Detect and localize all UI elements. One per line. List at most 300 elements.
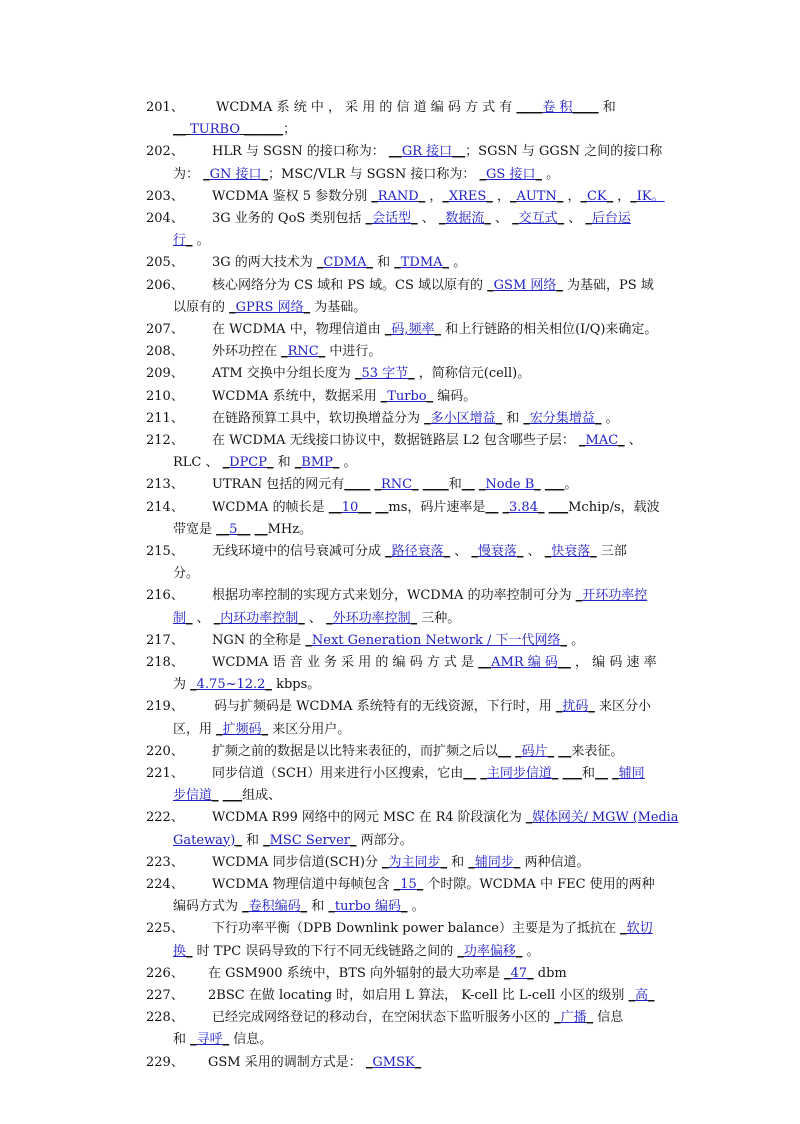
blank-underscore: _ xyxy=(484,211,491,226)
blank-underscore: _ xyxy=(263,832,270,848)
question-item xyxy=(0,363,800,385)
blank-underscore: _ xyxy=(385,544,392,559)
answer-text: turbo 编码 xyxy=(334,899,402,915)
blank-underscore: _ xyxy=(547,743,555,759)
blank-underscore: _ xyxy=(235,832,242,848)
question-item xyxy=(0,652,800,696)
blank-underscore: _ xyxy=(374,477,381,493)
blank-underscore: _ xyxy=(216,721,223,737)
question-line xyxy=(212,186,665,208)
question-line xyxy=(212,208,631,230)
answer-text: Turbo xyxy=(387,388,427,404)
question-line xyxy=(212,252,466,274)
answer-text: 卷 积 xyxy=(542,100,573,115)
blank-underscore: _ xyxy=(478,477,486,493)
question-text: 扩频之前的数据是以比特来表征的，而扩频之后以 xyxy=(212,743,499,759)
question-text: 3G 业务的 QoS 类别包括 xyxy=(212,211,366,226)
answer-text: 行 xyxy=(173,233,187,249)
question-number: 209、 xyxy=(146,366,184,382)
question-item xyxy=(0,497,800,541)
answer-text: 高 xyxy=(635,988,649,1003)
question-text: 。 xyxy=(407,899,425,915)
question-text: ；MSC/VLR 与 SGSN 接口称为： xyxy=(268,166,480,182)
blank-underscore: _ xyxy=(523,410,530,426)
answer-text: CK xyxy=(586,188,607,204)
question-item xyxy=(0,319,800,341)
blank-underscore: _ xyxy=(580,188,587,204)
question-text: RLC 、 xyxy=(173,455,223,471)
blank-underscore: _ xyxy=(229,299,236,315)
question-line xyxy=(212,874,655,896)
question-line xyxy=(212,474,577,496)
blank-underscore: _ xyxy=(261,166,269,182)
blank-underscore: _ xyxy=(393,877,401,892)
answer-text: RNC xyxy=(287,344,319,360)
answer-text: MSC Server xyxy=(269,832,350,848)
question-number: 214、 xyxy=(146,499,184,515)
question-item xyxy=(0,696,800,740)
question-text: 区，用 xyxy=(173,721,217,737)
answer-text: 53 字节 xyxy=(361,366,409,382)
blank-underscore: _ xyxy=(515,743,522,759)
question-text: 和 xyxy=(373,255,395,271)
blank-underscore: _ xyxy=(648,988,655,1003)
blank-underscore: _ xyxy=(366,255,373,271)
question-number: 212、 xyxy=(146,433,184,448)
question-text: dbm xyxy=(533,965,567,981)
question-line xyxy=(212,341,381,363)
question-line xyxy=(212,630,584,652)
blank-underscore: _ xyxy=(479,166,487,182)
question-line xyxy=(173,452,357,474)
blank-underscore: _ xyxy=(515,943,523,959)
question-text: 以原有的 xyxy=(173,299,230,315)
blank-underscore: _ xyxy=(509,188,517,204)
blank-underscore: __ xyxy=(461,477,475,493)
question-text: WCDMA 的帧长是 xyxy=(212,499,329,515)
question-number: 201、 xyxy=(146,100,184,115)
blank-underscore: __ xyxy=(558,743,572,759)
blank-underscore: _ xyxy=(303,299,311,315)
blank-underscore: ____ xyxy=(422,477,449,493)
blank-underscore: _ xyxy=(618,433,625,448)
question-text: 信息 xyxy=(593,1010,624,1026)
blank-underscore: _ xyxy=(316,255,324,271)
blank-underscore: _ xyxy=(328,899,335,915)
blank-underscore: _ xyxy=(267,455,274,471)
blank-underscore: ___ xyxy=(548,499,569,515)
question-text: 。 xyxy=(339,455,357,471)
blank-underscore: _ xyxy=(186,943,193,959)
question-text: WCDMA 物理信道中每帧包含 xyxy=(212,877,394,892)
question-text: ， 编 码 速 率 xyxy=(570,655,657,670)
question-number: 202、 xyxy=(146,144,184,160)
question-number: 217、 xyxy=(146,632,184,648)
question-number: 218、 xyxy=(146,655,184,670)
answer-text: 5 xyxy=(229,521,238,537)
question-text: 三种。 xyxy=(417,610,461,626)
question-text: ms，码片速率是 xyxy=(388,499,486,515)
question-number: 227、 xyxy=(146,988,184,1003)
blank-underscore: _ xyxy=(442,188,449,204)
answer-text: GN 接口 xyxy=(209,166,262,182)
answer-text: 多小区增益 xyxy=(430,410,496,426)
blank-underscore: _ xyxy=(412,477,419,493)
question-line xyxy=(212,585,647,607)
blank-underscore: __ xyxy=(388,144,402,160)
blank-underscore: _ xyxy=(443,544,451,559)
question-text: 和 xyxy=(598,100,616,115)
question-text: 在 GSM900 系统中，BTS 向外辐射的最大功率是 xyxy=(208,965,505,981)
answer-text: GS 接口 xyxy=(486,166,536,182)
question-text: 三部 xyxy=(596,544,627,559)
blank-underscore: ____ xyxy=(516,100,543,115)
question-number: 210、 xyxy=(146,388,184,404)
blank-underscore: _ xyxy=(213,610,221,626)
question-item xyxy=(0,341,800,363)
blank-underscore: _ xyxy=(300,899,308,915)
answer-text: 码片 xyxy=(521,743,548,759)
blank-underscore: __ xyxy=(328,499,342,515)
blank-underscore: _ xyxy=(438,211,446,226)
question-item xyxy=(0,807,800,851)
blank-underscore: _ xyxy=(537,499,545,515)
question-text: 在 WCDMA 无线接口协议中，数据链路层 L2 包含哪些子层： xyxy=(212,433,579,448)
answer-text: BMP xyxy=(301,455,333,471)
question-line xyxy=(173,1029,272,1051)
answer-text: IK。 xyxy=(636,188,665,204)
blank-underscore: _ xyxy=(426,388,434,404)
answer-text: 快衰落 xyxy=(551,544,591,559)
blank-underscore: _ xyxy=(212,788,219,804)
question-text: 、 xyxy=(417,211,439,226)
blank-underscore: _ xyxy=(365,1054,373,1070)
question-text: 3G 的两大技术为 xyxy=(212,255,317,271)
blank-underscore: _ xyxy=(512,211,519,226)
question-text: 为基础，PS 域 xyxy=(562,277,654,293)
question-text: 来区分用户。 xyxy=(268,721,351,737)
blank-underscore: _ xyxy=(606,188,614,204)
question-text: 、 xyxy=(450,544,472,559)
blank-underscore: __ xyxy=(485,499,499,515)
blank-underscore: _ xyxy=(612,766,619,781)
question-line xyxy=(173,519,312,541)
blank-underscore: _ xyxy=(544,544,552,559)
question-number: 208、 xyxy=(146,344,184,360)
question-text: 来区分小 xyxy=(594,699,651,715)
question-line xyxy=(173,785,281,807)
question-text: WCDMA 系 统 中 ， 采 用 的 信 道 编 码 方 式 有 xyxy=(216,100,517,115)
question-text: ； xyxy=(283,122,297,138)
question-text: 在 WCDMA 中，物理信道由 xyxy=(212,322,385,337)
blank-underscore: _ xyxy=(554,1010,561,1026)
question-item xyxy=(0,186,800,208)
blank-underscore: _ xyxy=(408,366,415,382)
blank-underscore: __ xyxy=(237,521,251,537)
blank-underscore: _ xyxy=(416,877,424,892)
answer-text: 广播 xyxy=(560,1010,587,1026)
blank-underscore: _ xyxy=(305,632,312,648)
blank-underscore: _ xyxy=(371,188,378,204)
blank-underscore: _ xyxy=(186,233,193,249)
question-item xyxy=(0,585,800,629)
blank-underscore: _ xyxy=(468,854,475,870)
blank-underscore: _ xyxy=(442,255,450,271)
blank-underscore: _ xyxy=(281,344,288,360)
question-line xyxy=(212,918,653,940)
answer-text: 辅同 xyxy=(618,766,645,781)
answer-text: 软切 xyxy=(626,921,653,937)
question-line xyxy=(208,985,655,1007)
blank-underscore: _ xyxy=(394,255,401,271)
question-text: 无线环境中的信号衰减可分成 xyxy=(212,544,386,559)
answer-text: XRES xyxy=(448,188,487,204)
question-text: 、 xyxy=(304,610,327,626)
blank-underscore: _ xyxy=(620,921,627,937)
question-text: 为： xyxy=(173,166,204,182)
answer-text: 媒体网关/ MGW (Media xyxy=(532,810,679,826)
blank-underscore: _ xyxy=(354,366,362,382)
question-text: 编码方式为 xyxy=(173,899,243,915)
answer-text: 卷积编码 xyxy=(248,899,301,915)
blank-underscore: __ xyxy=(375,499,389,515)
answer-text: 4.75~12.2 xyxy=(196,677,266,693)
question-number: 204、 xyxy=(146,211,184,226)
question-item xyxy=(0,985,800,1007)
question-number: 216、 xyxy=(146,588,184,604)
question-text: 分。 xyxy=(173,566,200,582)
question-line xyxy=(212,386,476,408)
question-text: 和 xyxy=(241,832,264,848)
question-number: 224、 xyxy=(146,877,184,892)
question-item xyxy=(0,741,800,763)
question-number: 228、 xyxy=(146,1010,184,1026)
question-text: GSM 采用的调制方式是： xyxy=(208,1054,366,1070)
question-text: ；SGSN 与 GGSN 之间的接口称 xyxy=(465,144,663,160)
question-line xyxy=(173,164,559,186)
answer-text: AMR 编 码 xyxy=(491,655,558,670)
question-text: ， xyxy=(613,188,631,204)
blank-underscore: _ xyxy=(190,1032,197,1048)
blank-underscore: _ xyxy=(551,766,559,781)
blank-underscore: _ xyxy=(516,544,524,559)
answer-text: RAND xyxy=(377,188,419,204)
answer-text: TURBO xyxy=(190,122,241,138)
question-line xyxy=(212,541,627,563)
blank-underscore: _ xyxy=(318,344,326,360)
blank-underscore: _ xyxy=(222,455,230,471)
question-text: 、 xyxy=(564,211,586,226)
blank-underscore: _ xyxy=(203,166,210,182)
answer-text: 寻呼 xyxy=(196,1032,223,1048)
question-item xyxy=(0,386,800,408)
question-line xyxy=(208,963,567,985)
question-item xyxy=(0,1052,800,1074)
question-line xyxy=(173,297,366,319)
question-text: 下行功率平衡（DPB Downlink power balance）主要是为了抵抗在 xyxy=(212,921,621,937)
blank-underscore: _ xyxy=(575,588,583,604)
question-item xyxy=(0,874,800,918)
answer-text: 内环功率控制 xyxy=(220,610,299,626)
blank-underscore: __ xyxy=(254,521,268,537)
question-item xyxy=(0,275,800,319)
blank-underscore: _ xyxy=(471,544,478,559)
answer-text: Gateway) xyxy=(173,832,236,848)
question-text: 两种信道。 xyxy=(520,854,590,870)
blank-underscore: ___ xyxy=(222,788,243,804)
blank-underscore: _ xyxy=(585,211,592,226)
question-number: 211、 xyxy=(146,410,184,426)
blank-underscore: __ xyxy=(498,743,512,759)
question-text: 和上行链路的相关相位(I/Q)来确定。 xyxy=(440,322,658,337)
question-text: 编码。 xyxy=(433,388,477,404)
blank-underscore: __ xyxy=(216,521,230,537)
question-line xyxy=(212,275,654,297)
question-text: 个时隙。WCDMA 中 FEC 使用的两种 xyxy=(423,877,655,892)
answer-text: 3.84 xyxy=(509,499,538,515)
answer-text: 扩频码 xyxy=(222,721,262,737)
question-number: 219、 xyxy=(146,699,184,715)
question-text: 。 xyxy=(566,632,585,648)
blank-underscore: _ xyxy=(504,965,511,981)
blank-underscore: _ xyxy=(557,211,565,226)
question-text: 、 xyxy=(192,610,214,626)
question-text: 和 xyxy=(448,477,462,493)
question-line xyxy=(212,1007,623,1029)
question-text: 同步信道（SCH）用来进行小区搜索，它由 xyxy=(212,766,464,781)
answer-text: Next Generation Network / 下一代网络 xyxy=(311,632,561,648)
question-text: 。 xyxy=(541,166,560,182)
question-line xyxy=(212,408,619,430)
blank-underscore: _ xyxy=(495,410,503,426)
blank-underscore: __ xyxy=(557,655,571,670)
question-text: 。 xyxy=(449,255,467,271)
answer-text: 码,频率 xyxy=(391,322,435,337)
blank-underscore: _ xyxy=(480,766,487,781)
blank-underscore: _ xyxy=(588,699,595,715)
answer-text: GSM 网络 xyxy=(493,277,557,293)
blank-underscore: ___ xyxy=(544,477,565,493)
blank-underscore: _ xyxy=(332,455,340,471)
blank-underscore: _ xyxy=(326,610,333,626)
question-line xyxy=(173,608,460,630)
question-item xyxy=(0,852,800,874)
blank-underscore: __ xyxy=(452,144,466,160)
question-item xyxy=(0,630,800,652)
blank-underscore: _ xyxy=(294,455,302,471)
question-item xyxy=(0,474,800,496)
answer-text: 步信道 xyxy=(173,788,213,804)
question-text: HLR 与 SGSN 的接口称为： xyxy=(212,144,389,160)
question-line xyxy=(212,497,660,519)
answer-text: AUTN xyxy=(516,188,557,204)
question-item xyxy=(0,252,800,274)
blank-underscore: _ xyxy=(186,610,193,626)
question-line xyxy=(212,852,589,874)
answer-text: TDMA xyxy=(400,255,443,271)
question-number: 223、 xyxy=(146,854,184,870)
question-item xyxy=(0,763,800,807)
blank-underscore: _ xyxy=(457,943,464,959)
question-line xyxy=(212,430,642,452)
blank-underscore: __ xyxy=(173,122,191,138)
question-text: ， xyxy=(425,188,443,204)
blank-underscore: _ xyxy=(630,188,637,204)
blank-underscore: _ xyxy=(380,388,388,404)
answer-text: 慢衰落 xyxy=(477,544,517,559)
answer-text: 15 xyxy=(400,877,417,892)
answer-text: RNC xyxy=(380,477,413,493)
blank-underscore: _ xyxy=(535,166,542,182)
question-text: 核心网络分为 CS 域和 PS 域。CS 域以原有的 xyxy=(212,277,488,293)
question-text: 时 TPC 误码导致的下行不同无线链路之间的 xyxy=(192,943,458,959)
blank-underscore: _ xyxy=(261,721,269,737)
question-line xyxy=(173,563,199,585)
question-text: 。 xyxy=(601,410,619,426)
answer-text: 47 xyxy=(510,965,528,981)
question-text: 中进行。 xyxy=(325,344,382,360)
question-text: 、 xyxy=(523,544,545,559)
question-number: 207、 xyxy=(146,322,184,337)
question-line xyxy=(212,363,530,385)
question-line xyxy=(212,763,645,785)
blank-underscore: _ xyxy=(350,832,357,848)
question-text: 已经完成网络登记的移动台，在空闲状态下监听服务小区的 xyxy=(212,1010,555,1026)
answer-text: 功率偏移 xyxy=(463,943,516,959)
question-item xyxy=(0,541,800,585)
blank-underscore: _ xyxy=(487,277,494,293)
question-line xyxy=(212,319,657,341)
question-item xyxy=(0,208,800,252)
question-text: 、 xyxy=(624,433,642,448)
question-text: 。 xyxy=(522,943,540,959)
answer-text: 扰码 xyxy=(562,699,589,715)
question-item xyxy=(0,408,800,430)
question-line xyxy=(173,830,413,852)
question-line xyxy=(212,652,657,674)
blank-underscore: _ xyxy=(556,188,564,204)
question-line xyxy=(212,141,662,163)
blank-underscore: _ xyxy=(628,988,635,1003)
question-number: 226、 xyxy=(146,965,184,981)
blank-underscore: _ xyxy=(525,810,533,826)
blank-underscore: ______ xyxy=(240,122,284,138)
question-text: MHz。 xyxy=(267,521,313,537)
blank-underscore: ____ xyxy=(572,100,599,115)
blank-underscore: _ xyxy=(560,632,567,648)
blank-underscore: __ xyxy=(358,499,372,515)
blank-underscore: ____ xyxy=(344,477,371,493)
question-text: 组成、 xyxy=(242,788,282,804)
blank-underscore: _ xyxy=(579,433,586,448)
answer-text: 换 xyxy=(173,943,187,959)
question-text: NGN 的全称是 xyxy=(212,632,306,648)
question-number: 220、 xyxy=(146,743,184,759)
question-text: ， xyxy=(492,188,510,204)
answer-text: 会话型 xyxy=(372,211,412,226)
question-line xyxy=(173,119,296,141)
blank-underscore: _ xyxy=(534,477,541,493)
question-text: 和 xyxy=(173,1032,191,1048)
question-text: 和 xyxy=(307,899,329,915)
answer-text: 交互式 xyxy=(518,211,558,226)
answer-text: GR 接口 xyxy=(401,144,453,160)
question-text: 在链路预算工具中，软切换增益分为 xyxy=(212,410,425,426)
blank-underscore: _ xyxy=(384,322,392,337)
question-text: 。 xyxy=(192,233,210,249)
blank-underscore: _ xyxy=(365,211,373,226)
blank-underscore: _ xyxy=(265,677,272,693)
